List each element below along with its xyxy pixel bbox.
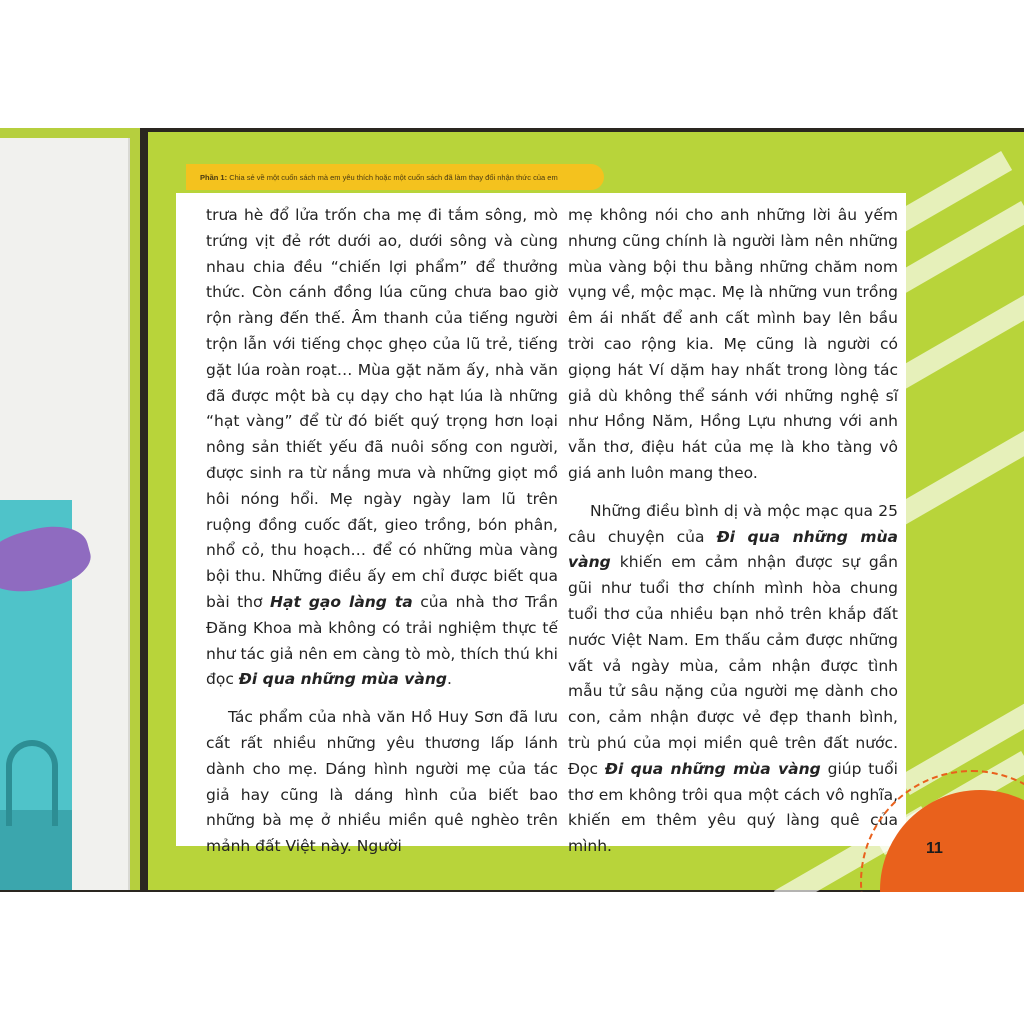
section-header-text — [200, 173, 558, 182]
book-title-di-qua-nhung-mua-vang: Đi qua những mùa vàng — [568, 527, 899, 572]
paragraph — [568, 499, 898, 860]
decor-stripe — [894, 421, 1024, 525]
table-surface — [0, 892, 1024, 1024]
part-description: Chia sẻ về một cuốn sách mà em yêu thích hoặc một cuốn sách đã làm thay đổi nhận thức của em — [229, 172, 558, 182]
left-page-illustration — [0, 500, 72, 890]
text-run: trưa hè đổ lửa trốn cha mẹ đi tắm sông, mò trứng vịt đẻ rớt dưới ao, dưới sông và cùng nhau chia đều “chiến lợi phẩm” để thưởng thức. Còn cánh đồng lúa cũng chưa bao giờ rộn ràng đến thế. Âm thanh của tiếng người trộn lẫn với tiếng chọc ghẹo của lũ trẻ, tiếng gặt lúa roàn roạt… Mùa gặt năm ấy, nhà văn đã được một bà cụ dạy cho hạt lúa là những “hạt vàng” để từ đó biết quý trọng hơn loại nông sản thiết yếu đã nuôi sống con người, được sinh ra từ nắng mưa và những giọt mồ hôi nóng hổi. Mẹ ngày ngày lam lũ trên ruộng đồng cuốc đất, gieo trồng, bón phân, nhổ cỏ, thu hoạch… để có những mùa vàng bội thu. Những điều ấy em chỉ được biết qua bài thơ — [206, 206, 558, 611]
illustration-arch — [6, 740, 58, 826]
paragraph: Tác phẩm của nhà văn Hồ Huy Sơn đã lưu cất rất nhiều những yêu thương lấp lánh dành cho mẹ. Dáng hình người mẹ của tác giả hay cũng là dáng hình của biết bao những bà mẹ ở nhiều miền quê nghèo trên mảnh đất Việt này. Người — [206, 708, 558, 856]
paragraph: mẹ không nói cho anh những lời âu yếm nhưng cũng chính là người làm nên những mùa vàng bội thu bằng những chăm nom vụng về, mộc mạc. Mẹ là những vun trồng êm ái nhất để anh cất mình bay lên bầu trời cao rộng kia. Mẹ cũng là người có giọng hát Ví dặm hay nhất trong lòng tác giả dù không thể sánh với những nghệ sĩ như Hồng Năm, Hồng Lựu nhưng với anh vẫn thơ, điệu hát của mẹ là kho tàng vô giá anh luôn mang theo. — [568, 206, 898, 482]
book-title-di-qua-nhung-mua-vang: Đi qua những mùa vàng — [604, 759, 821, 778]
left-text-column — [206, 203, 558, 860]
right-text-column — [568, 203, 898, 860]
page-number: 11 — [926, 840, 943, 857]
text-run: Những điều bình dị và mộc mạc qua 25 câu chuyện của — [568, 501, 898, 546]
text-run: giúp tuổi thơ em không trôi qua một cách vô nghĩa, khiến em thêm yêu quý làng quê của mình. — [568, 759, 898, 856]
part-label: Phần 1: — [200, 172, 228, 182]
book-title-di-qua-nhung-mua-vang: Đi qua những mùa vàng — [238, 670, 447, 689]
text-panel — [176, 193, 906, 856]
book-title-hat-gao-lang-ta: Hạt gạo làng ta — [270, 592, 413, 611]
section-header-bar — [186, 164, 604, 190]
text-run: của nhà thơ Trần Đăng Khoa mà không có trải nghiệm thực tế như tác giả nên em càng tò mò, thích thú khi đọc — [206, 592, 558, 689]
text-run: khiến em cảm nhận được sự gần gũi như tuổi thơ chính mình hòa chung tuổi thơ của nhiều bạn nhỏ trên khắp đất nước Việt Nam. Em thấu cảm được những vất vả ngày mùa, cảm nhận được tình mẫu tử sâu nặng của người mẹ dành cho con, cảm nhận được vẻ đẹp thanh bình, trù phú của mọi miền quê trên đất nước. Đọc — [568, 553, 898, 778]
paragraph — [206, 203, 558, 693]
text-run: . — [446, 670, 452, 689]
